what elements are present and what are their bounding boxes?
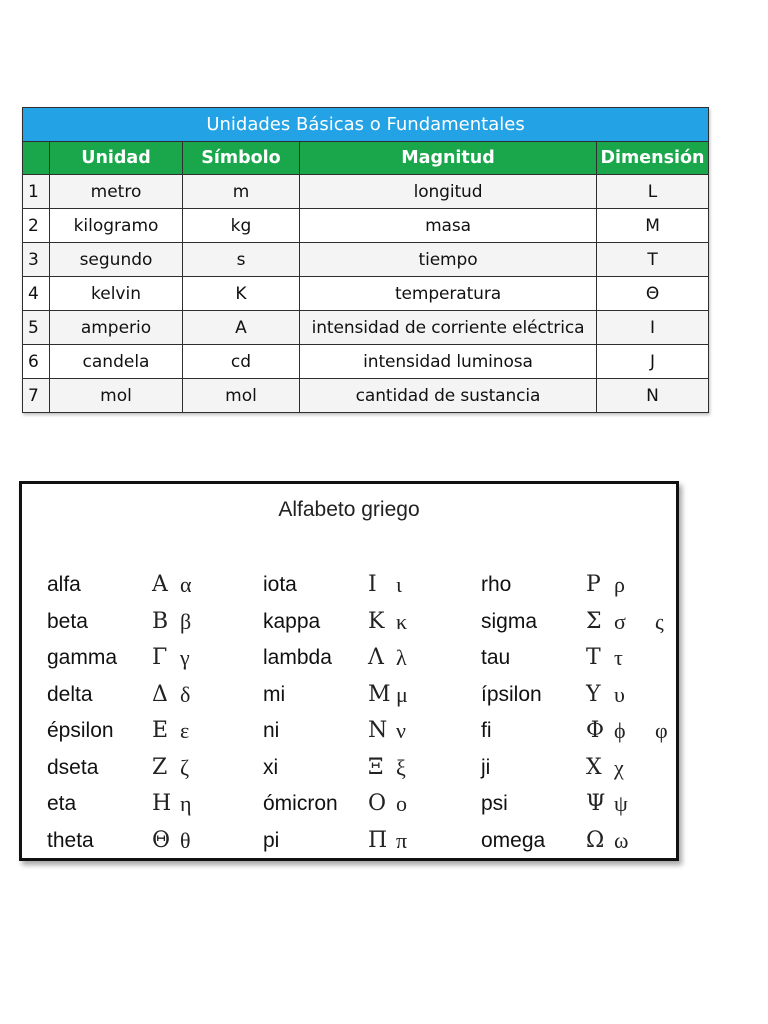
greek-letter-name: fi <box>481 719 492 742</box>
table-row <box>23 175 709 209</box>
greek-uppercase: Φ <box>586 718 605 743</box>
greek-letter-name: kappa <box>263 609 321 633</box>
greek-uppercase: Γ <box>152 645 168 670</box>
greek-uppercase: Ι <box>368 572 377 597</box>
greek-letter-name: ómicron <box>263 792 338 815</box>
row-number-cell: 3 <box>23 243 50 277</box>
greek-lowercase: ξ <box>396 754 406 780</box>
greek-lowercase: λ <box>396 645 407 670</box>
greek-uppercase: Λ <box>368 645 384 670</box>
greek-lowercase: γ <box>180 645 190 670</box>
greek-lowercase: ϕ <box>614 718 626 743</box>
greek-lowercase: α <box>180 572 192 597</box>
greek-letter-name: sigma <box>481 609 538 633</box>
greek-lowercase: ψ <box>614 791 628 816</box>
header-cell-unidad: Unidad <box>50 142 183 175</box>
unit-magnitude-cell: intensidad de corriente eléctrica <box>300 311 597 345</box>
greek-uppercase: Δ <box>152 681 168 707</box>
greek-lowercase: η <box>180 791 192 816</box>
unit-magnitude-cell: cantidad de sustancia <box>300 379 597 413</box>
row-number-cell: 5 <box>23 311 50 345</box>
greek-lowercase: μ <box>396 681 408 707</box>
unit-symbol-cell: m <box>183 175 300 209</box>
greek-letter-name: ji <box>481 755 491 779</box>
unit-name-cell: kelvin <box>50 277 183 311</box>
unit-dimension-cell: N <box>597 379 709 413</box>
greek-letter-name: xi <box>263 755 279 779</box>
unit-magnitude-cell: tiempo <box>300 243 597 277</box>
header-cell-simbolo: Símbolo <box>183 142 300 175</box>
greek-letter-name: ípsilon <box>481 682 542 706</box>
greek-letter-name: rho <box>481 573 512 596</box>
greek-letter-name: beta <box>47 609 88 633</box>
unit-name-cell: segundo <box>50 243 183 277</box>
greek-uppercase: Η <box>152 791 172 816</box>
units-table <box>22 107 709 413</box>
greek-lowercase: θ <box>180 827 191 853</box>
greek-letter-name: pi <box>263 828 280 852</box>
greek-uppercase: Σ <box>586 608 602 634</box>
unit-name-cell: mol <box>50 379 183 413</box>
unit-symbol-cell: A <box>183 311 300 345</box>
row-number-cell: 7 <box>23 379 50 413</box>
greek-lowercase: δ <box>180 681 191 707</box>
greek-uppercase: Π <box>368 827 388 853</box>
greek-uppercase: Ζ <box>152 754 168 780</box>
greek-lowercase: π <box>396 827 408 853</box>
greek-letter-name: épsilon <box>47 719 114 742</box>
greek-letter-name: mi <box>263 682 286 706</box>
unit-symbol-cell: mol <box>183 379 300 413</box>
greek-lowercase: ζ <box>180 754 190 780</box>
greek-lowercase: ι <box>396 572 402 597</box>
greek-lowercase: ε <box>180 718 190 743</box>
row-number-cell: 6 <box>23 345 50 379</box>
header-cell-magnitud: Magnitud <box>300 142 597 175</box>
units-table-header-row <box>23 142 709 175</box>
greek-uppercase: Χ <box>586 754 602 780</box>
greek-lowercase: β <box>180 608 192 634</box>
unit-name-cell: candela <box>50 345 183 379</box>
table-row <box>23 345 709 379</box>
unit-magnitude-cell: temperatura <box>300 277 597 311</box>
unit-symbol-cell: s <box>183 243 300 277</box>
greek-lowercase: χ <box>614 754 624 780</box>
greek-alphabet-title: Alfabeto griego <box>278 498 420 521</box>
greek-letter-name: lambda <box>263 646 332 669</box>
units-table-title-row <box>23 108 709 142</box>
unit-dimension-cell: L <box>597 175 709 209</box>
greek-letter-name: omega <box>481 828 546 852</box>
greek-lowercase-variant: ς <box>655 608 664 634</box>
greek-uppercase: Ψ <box>586 791 606 816</box>
greek-letter-name: eta <box>47 792 77 815</box>
greek-uppercase: Υ <box>586 681 601 707</box>
greek-uppercase: Ρ <box>586 572 601 597</box>
table-row <box>23 311 709 345</box>
table-row <box>23 243 709 277</box>
greek-uppercase: Ω <box>586 827 605 853</box>
unit-name-cell: kilogramo <box>50 209 183 243</box>
unit-symbol-cell: cd <box>183 345 300 379</box>
greek-uppercase: Β <box>152 608 169 634</box>
greek-uppercase: Ξ <box>368 754 384 780</box>
greek-lowercase-variant: φ <box>655 718 668 743</box>
greek-uppercase: Α <box>152 572 168 597</box>
unit-symbol-cell: K <box>183 277 300 311</box>
unit-magnitude-cell: intensidad luminosa <box>300 345 597 379</box>
units-table-title: Unidades Básicas o Fundamentales <box>23 108 709 142</box>
unit-dimension-cell: I <box>597 311 709 345</box>
header-cell-dimension: Dimensión <box>597 142 709 175</box>
unit-symbol-cell: kg <box>183 209 300 243</box>
greek-uppercase: Θ <box>152 827 171 853</box>
header-cell-number <box>23 142 50 175</box>
greek-lowercase: ρ <box>614 572 625 597</box>
greek-lowercase: τ <box>614 645 623 670</box>
greek-letter-name: alfa <box>47 573 81 596</box>
greek-alphabet-box <box>19 481 679 861</box>
unit-magnitude-cell: masa <box>300 209 597 243</box>
greek-lowercase: ν <box>396 718 406 743</box>
greek-lowercase: σ <box>614 608 626 634</box>
greek-lowercase: υ <box>614 681 625 707</box>
unit-dimension-cell: M <box>597 209 709 243</box>
greek-lowercase: ω <box>614 827 629 853</box>
greek-lowercase: ο <box>396 791 407 816</box>
unit-dimension-cell: Θ <box>597 277 709 311</box>
row-number-cell: 1 <box>23 175 50 209</box>
greek-letter-name: theta <box>47 828 94 852</box>
greek-uppercase: Ε <box>152 718 169 743</box>
table-row <box>23 209 709 243</box>
greek-letter-name: ni <box>263 719 280 742</box>
row-number-cell: 2 <box>23 209 50 243</box>
greek-uppercase: Κ <box>368 608 385 634</box>
table-row <box>23 277 709 311</box>
greek-uppercase: Ο <box>368 791 387 816</box>
greek-uppercase: Ν <box>368 718 388 743</box>
row-number-cell: 4 <box>23 277 50 311</box>
greek-uppercase: Μ <box>368 681 391 707</box>
unit-name-cell: metro <box>50 175 183 209</box>
greek-letter-name: dseta <box>47 755 99 779</box>
greek-letter-name: gamma <box>47 646 118 669</box>
unit-name-cell: amperio <box>50 311 183 345</box>
greek-letter-name: delta <box>47 682 93 706</box>
unit-dimension-cell: T <box>597 243 709 277</box>
greek-lowercase: κ <box>396 608 408 634</box>
unit-dimension-cell: J <box>597 345 709 379</box>
greek-letter-name: tau <box>481 646 511 669</box>
unit-magnitude-cell: longitud <box>300 175 597 209</box>
greek-letter-name: iota <box>263 573 297 596</box>
table-row <box>23 379 709 413</box>
greek-letter-name: psi <box>481 792 508 815</box>
greek-uppercase: Τ <box>586 645 601 670</box>
